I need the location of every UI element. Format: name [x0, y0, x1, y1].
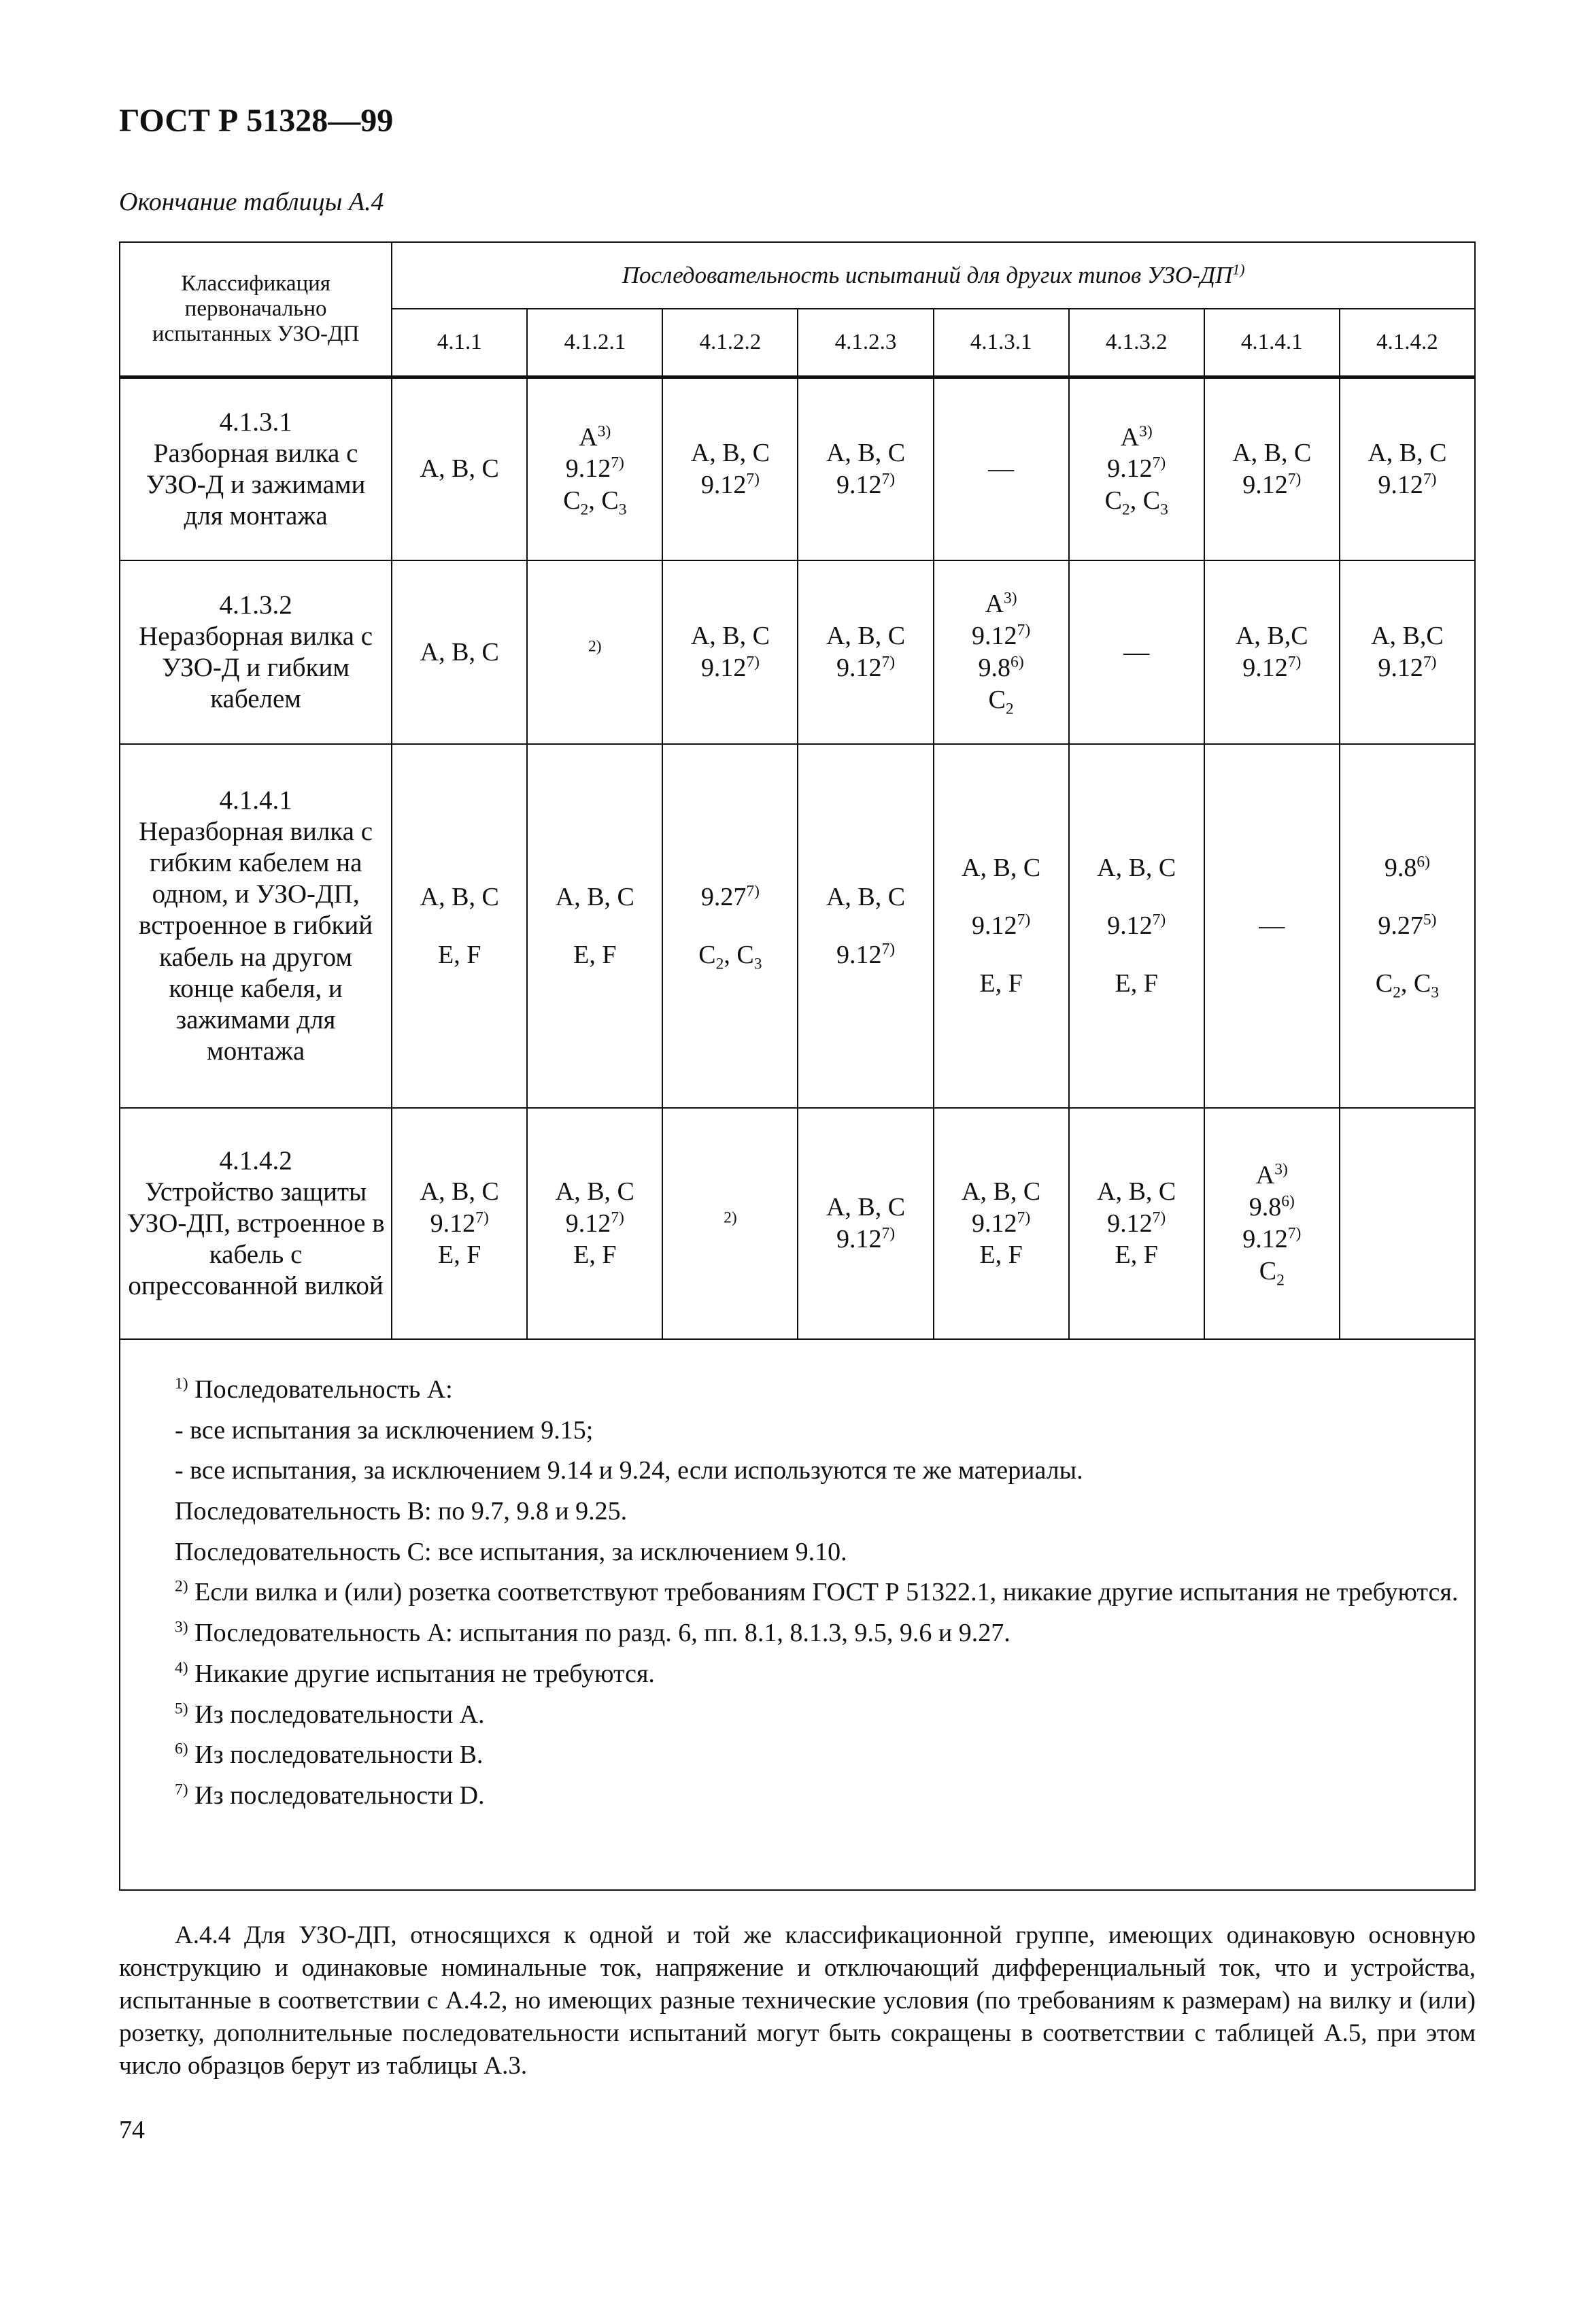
classification-cell — [120, 560, 392, 744]
table-cell — [1204, 744, 1340, 1108]
footnote-marker: 4) — [175, 1659, 188, 1677]
footnote-marker: 5) — [1423, 911, 1437, 929]
table-cell — [934, 1108, 1069, 1339]
cell-line: A, B, C — [826, 1193, 906, 1222]
table-cell — [1069, 1108, 1204, 1339]
classification-cell — [120, 744, 392, 1108]
footnote: $^{2)}$ Если вилка и (или) розетка соответствуют требованиям ГОСТ Р 51322.1, никакие другие испытания не требуются. — [175, 1577, 1459, 1607]
footnote: Последовательность С: все испытания, за исключением 9.10. — [175, 1537, 847, 1566]
footnote-marker: 7) — [1017, 1208, 1031, 1226]
cell-line: 9.8$^{6)}$ — [978, 653, 1024, 682]
cell-line: 9.27$^{7)}$ — [700, 882, 760, 911]
footnote: $^{7)}$ Из последовательности D. — [175, 1781, 485, 1810]
cell-line: E, F — [979, 1241, 1023, 1270]
cell-line: A, B, C — [1097, 1177, 1176, 1206]
cell-line: E, F — [438, 1241, 481, 1270]
footnotes — [120, 1339, 1475, 1890]
table-cell — [1340, 560, 1475, 744]
cell-line: — — [1259, 911, 1285, 941]
cell-line — [532, 637, 658, 668]
cell-line: $A^{3)}$ — [1120, 422, 1153, 452]
cell-line: 9.12$^{7)}$ — [972, 621, 1031, 651]
cell-line: 9.12$^{7)}$ — [836, 1224, 896, 1253]
cell-line: $C_2$ — [988, 685, 1014, 718]
cell-line: A, B, C — [826, 438, 906, 467]
cell-line: $C_2$, $C_3$ — [563, 486, 627, 519]
cell-line: E, F — [438, 940, 481, 969]
table-cell — [662, 377, 798, 560]
footnote: - все испытания, за исключением 9.14 и 9.24, если используются те же материалы. — [175, 1456, 1083, 1485]
footnote-marker: 1) — [175, 1375, 188, 1393]
footnote-marker: 3) — [1274, 1160, 1288, 1179]
table-cell — [662, 560, 798, 744]
subscript: 3 — [1160, 501, 1168, 519]
subscript: 2 — [1276, 1271, 1285, 1290]
footnote-marker: 7) — [1423, 470, 1437, 488]
footnote: $^{3)}$ Последовательность А: испытания по разд. 6, пп. 8.1, 8.1.3, 9.5, 9.6 и 9.27. — [175, 1618, 1011, 1648]
footnote-marker: 7) — [1287, 653, 1302, 671]
table-cell — [527, 377, 662, 560]
cell-line: $A^{3)}$ — [985, 589, 1017, 619]
footnote-marker: 2) — [588, 637, 602, 655]
cell-line: $C_2$ — [1259, 1256, 1285, 1290]
footnote-marker: 7) — [1152, 1208, 1166, 1226]
cell-line — [667, 1209, 793, 1239]
footnote-marker: 6) — [1011, 653, 1024, 671]
cell-line: A, B, C — [690, 438, 770, 467]
cell-line: — — [988, 454, 1015, 484]
column-header: 4.1.3.1 — [934, 309, 1069, 377]
footnote-marker: 7) — [475, 1208, 489, 1226]
table-cell — [798, 377, 933, 560]
classification-code: 4.1.3.1 — [219, 407, 292, 437]
footnote-marker: 1) — [1232, 261, 1245, 278]
cell-line: A, B, C — [690, 622, 770, 651]
footnote-marker: 6) — [175, 1740, 188, 1758]
cell-line: $A^{3)}$ — [579, 422, 611, 452]
footnote-marker: 7) — [1017, 911, 1031, 929]
footnote: $^{6)}$ Из последовательности В. — [175, 1740, 483, 1770]
cell-line: A, B, C — [555, 1177, 634, 1206]
footnote-marker: 7) — [746, 882, 760, 900]
subscript: 3 — [618, 501, 627, 519]
cell-line: A, B, C — [826, 882, 906, 911]
footnote-marker: 7) — [175, 1781, 188, 1799]
table-cell — [392, 560, 527, 744]
cell-line: 9.12$^{7)}$ — [836, 470, 896, 499]
cell-line: 9.12$^{7)}$ — [836, 939, 896, 969]
column-header: 4.1.1 — [392, 309, 527, 377]
footnote-marker: 7) — [1423, 653, 1437, 671]
page-number: 74 — [119, 2116, 145, 2144]
cell-line: 9.12$^{7)}$ — [836, 653, 896, 682]
table-cell — [1340, 1108, 1475, 1339]
footnote-marker: 7) — [1017, 621, 1031, 639]
cell-line: E, F — [1115, 1241, 1158, 1270]
cell-line: 9.8$^{6)}$ — [1384, 853, 1430, 883]
cell-line: E, F — [979, 968, 1023, 998]
cell-line: E, F — [573, 940, 617, 969]
paragraph-a-4-4: А.4.4 Для УЗО-ДП, относящихся к одной и той же классификационной группе, имеющих одинаковую основную конструкцию и одинаковые номинальные ток, напряжение и отключающий дифференциальный ток, что и устройства, испытанные в соответствии с А.4.2, но имеющих разные технические условия (по требованиям к размерам) на вилку и (или) розетку, дополнительные последовательности испытаний могут быть сокращены в соответствии с таблицей А.5, при этом число образцов берут из таблицы А.3. — [119, 1921, 1476, 2080]
footnote-marker: 6) — [1416, 853, 1430, 871]
table-header-row — [120, 242, 1475, 309]
footnote-marker: 7) — [1152, 454, 1166, 472]
cell-line: A, B, C — [962, 1177, 1041, 1206]
cell-line: 9.12$^{7)}$ — [430, 1208, 489, 1238]
table-cell — [527, 744, 662, 1108]
classification-name: Устройство защиты УЗО-ДП, встроенное в кабель с опрессованной вилкой — [126, 1177, 385, 1301]
cell-line: 9.12$^{7)}$ — [565, 1208, 624, 1238]
footnote-marker: 7) — [611, 454, 624, 472]
footnote-marker: 7) — [1152, 911, 1166, 929]
footnote-marker: 2) — [175, 1577, 188, 1596]
table-cell — [1340, 377, 1475, 560]
column-header: 4.1.2.2 — [662, 309, 798, 377]
cell-line: A, B, C — [962, 854, 1041, 883]
classification-cell — [120, 377, 392, 560]
cell-line: 9.12$^{7)}$ — [1378, 470, 1437, 499]
table-cell — [798, 1108, 933, 1339]
table-cell — [798, 744, 933, 1108]
cell-line: 9.27$^{5)}$ — [1378, 911, 1437, 941]
table-cell — [662, 744, 798, 1108]
table-cell — [1069, 377, 1204, 560]
footnote: $^{5)}$ Из последовательности А. — [175, 1699, 485, 1729]
table-cell — [1204, 1108, 1340, 1339]
cell-line: 9.12$^{7)}$ — [1107, 454, 1166, 484]
footnote-marker: 7) — [881, 939, 896, 958]
table-caption: Окончание таблицы А.4 — [119, 188, 384, 216]
cell-line: A, B, C — [826, 622, 906, 651]
table-cell — [1069, 744, 1204, 1108]
subscript: 2 — [580, 501, 589, 519]
subscript: 2 — [1393, 983, 1401, 1002]
column-header: 4.1.3.2 — [1069, 309, 1204, 377]
footnote-marker: 7) — [881, 470, 896, 488]
subscript: 2 — [715, 955, 724, 973]
document-header: ГОСТ Р 51328—99 — [119, 103, 394, 139]
classification-cell — [120, 1108, 392, 1339]
cell-line: A, B, C — [420, 637, 499, 667]
table-row — [120, 560, 1475, 744]
cell-line: 9.12$^{7)}$ — [1242, 470, 1302, 499]
table-cell — [1204, 560, 1340, 744]
classification-name: Разборная вилка с УЗО-Д и зажимами для монтажа — [146, 438, 366, 530]
classification-code: 4.1.4.2 — [219, 1145, 292, 1175]
table-cell — [662, 1108, 798, 1339]
footnote-marker: 3) — [1004, 589, 1017, 607]
cell-line: 9.12$^{7)}$ — [1107, 1208, 1166, 1238]
cell-line: $C_2$, $C_3$ — [698, 940, 762, 973]
cell-line: 9.12$^{7)}$ — [1107, 911, 1166, 941]
subscript: 3 — [753, 955, 762, 973]
cell-line: A, B,C — [1371, 622, 1444, 651]
classification-name: Неразборная вилка с гибким кабелем на одном, и УЗО-ДП, встроенное в гибкий кабель на другом конце кабеля, и зажимами для монтажа — [139, 817, 373, 1066]
cell-line: A, B, C — [1368, 438, 1447, 467]
cell-line: 9.8$^{6)}$ — [1249, 1192, 1295, 1222]
table-cell — [1069, 560, 1204, 744]
subscript: 2 — [1121, 501, 1130, 519]
cell-line: 9.12$^{7)}$ — [565, 454, 624, 484]
header-test-sequence: Последовательность испытаний для других типов УЗО-ДП$^{1)}$ — [392, 242, 1475, 309]
column-header: 4.1.4.1 — [1204, 309, 1340, 377]
table-cell — [798, 560, 933, 744]
table-cell — [527, 1108, 662, 1339]
cell-line: $A^{3)}$ — [1255, 1160, 1288, 1190]
cell-line: A, B, C — [420, 882, 499, 911]
cell-line: 9.12$^{7)}$ — [1242, 1224, 1302, 1253]
cell-line: E, F — [1115, 968, 1158, 998]
table-cell — [934, 744, 1069, 1108]
cell-line: A, B, C — [1097, 854, 1176, 883]
footnote-marker: 7) — [1287, 470, 1302, 488]
cell-line: 9.12$^{7)}$ — [972, 1208, 1031, 1238]
footnote-marker: 7) — [611, 1208, 624, 1226]
cell-line: E, F — [573, 1241, 617, 1270]
classification-code: 4.1.4.1 — [219, 786, 292, 815]
footnote-marker: 2) — [724, 1208, 737, 1226]
column-header: 4.1.2.1 — [527, 309, 662, 377]
cell-line: 9.12$^{7)}$ — [1378, 653, 1437, 682]
cell-line: $C_2$, $C_3$ — [1104, 486, 1168, 519]
classification-code: 4.1.3.2 — [219, 590, 292, 620]
cell-line: 9.12$^{7)}$ — [972, 911, 1031, 941]
test-sequence-table — [119, 241, 1476, 1891]
footnote-marker: 3) — [597, 422, 611, 440]
header-classification: Классификация первоначально испытанных УЗО-ДП — [120, 242, 392, 377]
cell-line: A, B, C — [555, 882, 634, 911]
table-row — [120, 744, 1475, 1108]
table-cell — [934, 377, 1069, 560]
table-cell — [392, 1108, 527, 1339]
footnote-marker: 5) — [175, 1699, 188, 1717]
cell-line: 9.12$^{7)}$ — [700, 470, 760, 499]
cell-line: A, B,C — [1235, 622, 1308, 651]
table-cell — [392, 377, 527, 560]
subscript: 3 — [1431, 983, 1440, 1002]
classification-name: Неразборная вилка с УЗО-Д и гибким кабелем — [139, 621, 373, 714]
column-header: 4.1.2.3 — [798, 309, 933, 377]
table-cell — [934, 560, 1069, 744]
table-cell — [1204, 377, 1340, 560]
cell-line: A, B, C — [420, 454, 499, 484]
cell-line: 9.12$^{7)}$ — [1242, 653, 1302, 682]
footnote-marker: 7) — [746, 470, 760, 488]
cell-line: A, B, C — [420, 1177, 499, 1206]
footnote-marker: 7) — [1287, 1224, 1302, 1243]
table-row — [120, 377, 1475, 560]
table-cell — [392, 744, 527, 1108]
cell-line: 9.12$^{7)}$ — [700, 653, 760, 682]
footnote-marker: 6) — [1281, 1192, 1295, 1211]
footnote: $^{4)}$ Никакие другие испытания не требуются. — [175, 1659, 655, 1688]
table-cell — [527, 560, 662, 744]
column-header: 4.1.4.2 — [1340, 309, 1475, 377]
table-row — [120, 1108, 1475, 1339]
cell-line: A, B, C — [1232, 438, 1312, 467]
footnote-marker: 3) — [1139, 422, 1153, 440]
cell-line: $C_2$, $C_3$ — [1375, 968, 1440, 1002]
footnote-marker: 3) — [175, 1618, 188, 1636]
footnote: $^{1)}$ Последовательность А: — [175, 1375, 453, 1404]
cell-line: — — [1123, 637, 1150, 667]
footnote-marker: 7) — [746, 653, 760, 671]
notes-row — [120, 1339, 1475, 1890]
footnote-marker: 7) — [881, 1224, 896, 1243]
subscript: 2 — [1005, 700, 1014, 718]
footnote-marker: 7) — [881, 653, 896, 671]
footnote: - все испытания за исключением 9.15; — [175, 1415, 594, 1445]
table-cell — [1340, 744, 1475, 1108]
footnote: Последовательность В: по 9.7, 9.8 и 9.25. — [175, 1497, 628, 1526]
